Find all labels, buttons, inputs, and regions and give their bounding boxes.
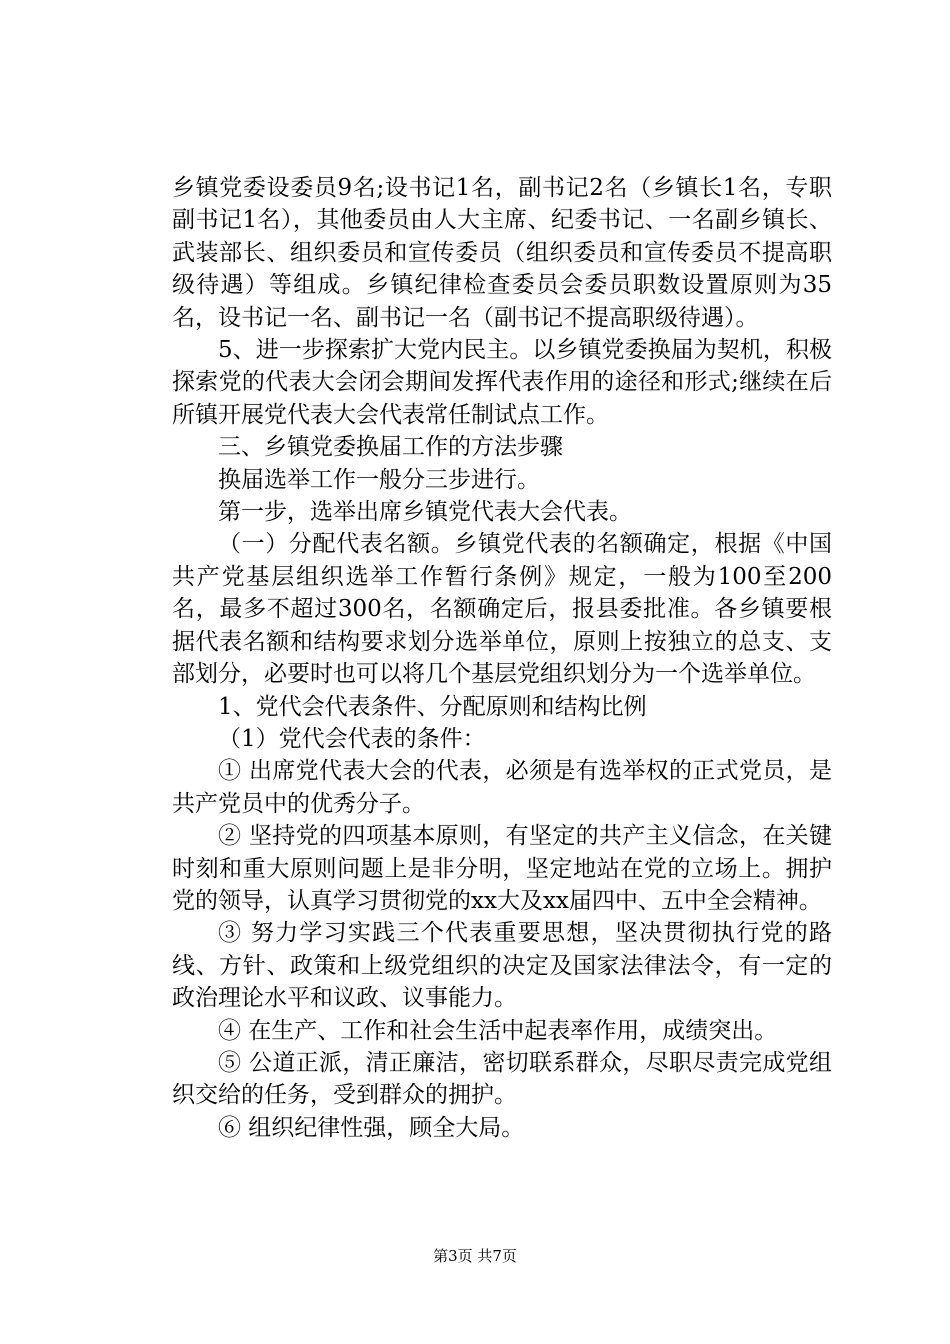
list-item: ④ 在生产、工作和社会生活中起表率作用，成绩突出。 [218, 1017, 778, 1044]
list-item: ⑤ 公道正派，清正廉洁，密切联系群众，尽职尽责完成党组织交给的任务，受到群众的拥护。 [172, 1049, 832, 1109]
list-item: ③ 努力学习实践三个代表重要思想，坚决贯彻执行党的路线、方针、政策和上级党组织的决定及国家法律法令，有一定的政治理论水平和议政、议事能力。 [172, 920, 832, 1012]
document-body [172, 172, 832, 1144]
paragraph: （一）分配代表名额。乡镇党代表的名额确定，根据《中国共产党基层组织选举工作暂行条例》规定，一般为100至200名，最多不超过300名，名额确定后，报县委批准。各乡镇要根据代表名额和结构要求划分选举单位，原则上按独立的总支、支部划分，必要时也可以将几个基层党组织划分为一个选举单位。 [172, 531, 832, 688]
paragraph: 乡镇党委设委员9名;设书记1名，副书记2名（乡镇长1名，专职副书记1名），其他委员由人大主席、纪委书记、一名副乡镇长、武装部长、组织委员和宣传委员（组织委员和宣传委员不提高职级待遇）等组成。乡镇纪律检查委员会委员职数设置原则为35名，设书记一名、副书记一名（副书记不提高职级待遇）。 [172, 175, 832, 331]
paragraph: 换届选举工作一般分三步进行。 [218, 466, 540, 493]
list-item: ② 坚持党的四项基本原则，有坚定的共产主义信念，在关键时刻和重大原则问题上是非分明，坚定地站在党的立场上。拥护党的领导，认真学习贯彻党的xx大及xx届四中、五中全会精神。 [172, 823, 832, 914]
page-footer: 第3页 共7页 [433, 1247, 517, 1265]
paragraph: 第一步，选举出席乡镇党代表大会代表。 [218, 499, 632, 526]
list-item: ① 出席党代表大会的代表，必须是有选举权的正式党员，是共产党员中的优秀分子。 [172, 758, 832, 817]
paragraph: 5、进一步探索扩大党内民主。以乡镇党委换届为契机，积极探索党的代表大会闭会期间发挥代表作用的途径和形式;继续在后所镇开展党代表大会代表常任制试点工作。 [172, 337, 832, 428]
section-heading: 三、乡镇党委换届工作的方法步骤 [218, 434, 563, 461]
list-item: ⑥ 组织纪律性强，顾全大局。 [218, 1114, 525, 1141]
paragraph: （1）党代会代表的条件： [218, 725, 486, 752]
paragraph: 1、党代会代表条件、分配原则和结构比例 [218, 693, 647, 720]
